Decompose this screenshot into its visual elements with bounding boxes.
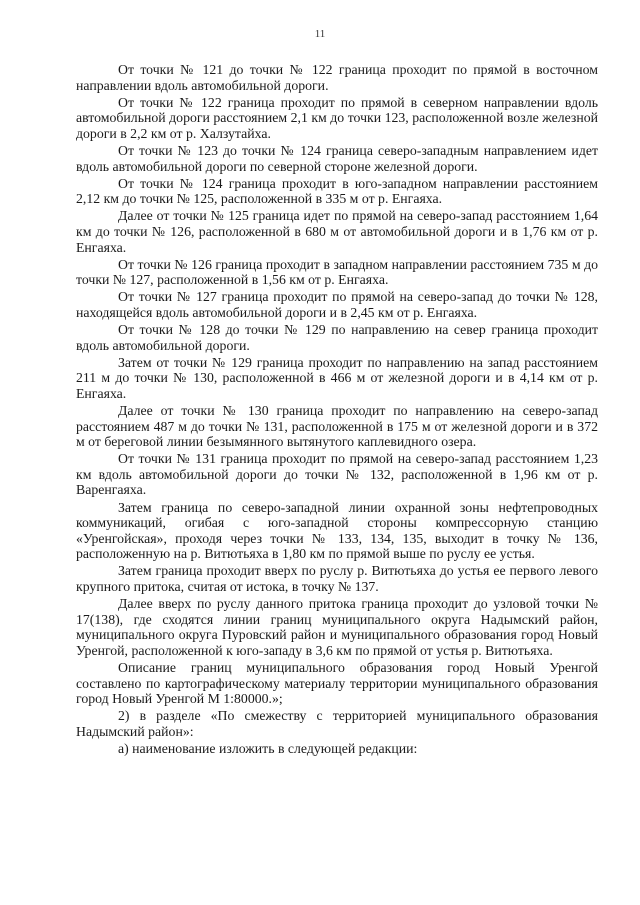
paragraph: 2) в разделе «По смежеству с территорией муниципального образования Надымский район»: (76, 708, 598, 739)
paragraph: От точки № 123 до точки № 124 граница северо-западным направлением идет вдоль автомобильной дороги по северной стороне железной дороги. (76, 142, 598, 174)
paragraph: Далее от точки № 130 граница проходит по направлению на северо-запад расстоянием 487 м до точки № 131, расположенной в 175 м от железной дороги и в 372 м от береговой линии безымянного вытянутого каплевидного озера. (76, 402, 598, 450)
paragraph: а) наименование изложить в следующей редакции: (118, 740, 418, 756)
document-body (76, 62, 598, 758)
paragraph: Затем граница по северо-западной линии охранной зоны нефтепроводных коммуникаций, огибая с юго-западной стороны компрессорную станцию «Уренгойская», проходя через точки № 133, 134, 135, выходит в точку № 136, расположенную на р. Витютьяха в 1,80 км по прямой выше по руслу ее устья. (76, 499, 598, 562)
paragraph: Затем от точки № 129 граница проходит по направлению на запад расстоянием 211 м до точки № 130, расположенной в 466 м от железной дороги и в 4,14 км от р. Енгаяха. (76, 354, 598, 401)
paragraph: От точки № 122 граница проходит по прямой в северном направлении вдоль автомобильной дороги расстоянием 2,1 км до точки 123, расположенной возле железной дороги в 2,2 км от р. Халзутайха. (76, 94, 598, 141)
paragraph: От точки № 131 граница проходит по прямой на северо-запад расстоянием 1,23 км вдоль автомобильной дороги до точки № 132, расположенной в 1,96 км от р. Варенгаяха. (76, 451, 598, 498)
paragraph: От точки № 126 граница проходит в западном направлении расстоянием 735 м до точки № 127, расположенной в 1,56 км от р. Енгаяха. (76, 256, 598, 288)
page-number: 11 (314, 28, 326, 40)
paragraph: От точки № 128 до точки № 129 по направлению на север граница проходит вдоль автомобильной дороги. (76, 322, 598, 353)
paragraph: Далее вверх по руслу данного притока граница проходит до узловой точки № 17(138), где сходятся линии границ муниципального округа Надымский район, муниципального округа Пуровский район и муниципального образования город Новый Уренгой, расположенной к юго-западу в 3,6 км по прямой от устья р. Витютьяха. (76, 596, 598, 658)
paragraph: Затем граница проходит вверх по руслу р. Витютьяха до устья ее первого левого крупного притока, считая от истока, в точку № 137. (76, 563, 598, 594)
paragraph: От точки № 124 граница проходит в юго-западном направлении расстоянием 2,12 км до точки № 125, расположенной в 335 м от р. Енгаяха. (76, 175, 598, 207)
paragraph: От точки № 127 граница проходит по прямой на северо-запад до точки № 128, находящейся вдоль автомобильной дороги и в 2,45 км от р. Енгаяха. (76, 289, 598, 320)
paragraph: От точки № 121 до точки № 122 граница проходит по прямой в восточном направлении вдоль автомобильной дороги. (76, 62, 598, 93)
paragraph: Далее от точки № 125 граница идет по прямой на северо-запад расстоянием 1,64 км до точки № 126, расположенной в 680 м от автомобильной дороги и в 1,76 км от р. Енгаяха. (76, 208, 598, 255)
paragraph: Описание границ муниципального образования город Новый Уренгой составлено по картографическому материалу территории муниципального образования город Новый Уренгой М 1:80000.»; (76, 659, 598, 707)
